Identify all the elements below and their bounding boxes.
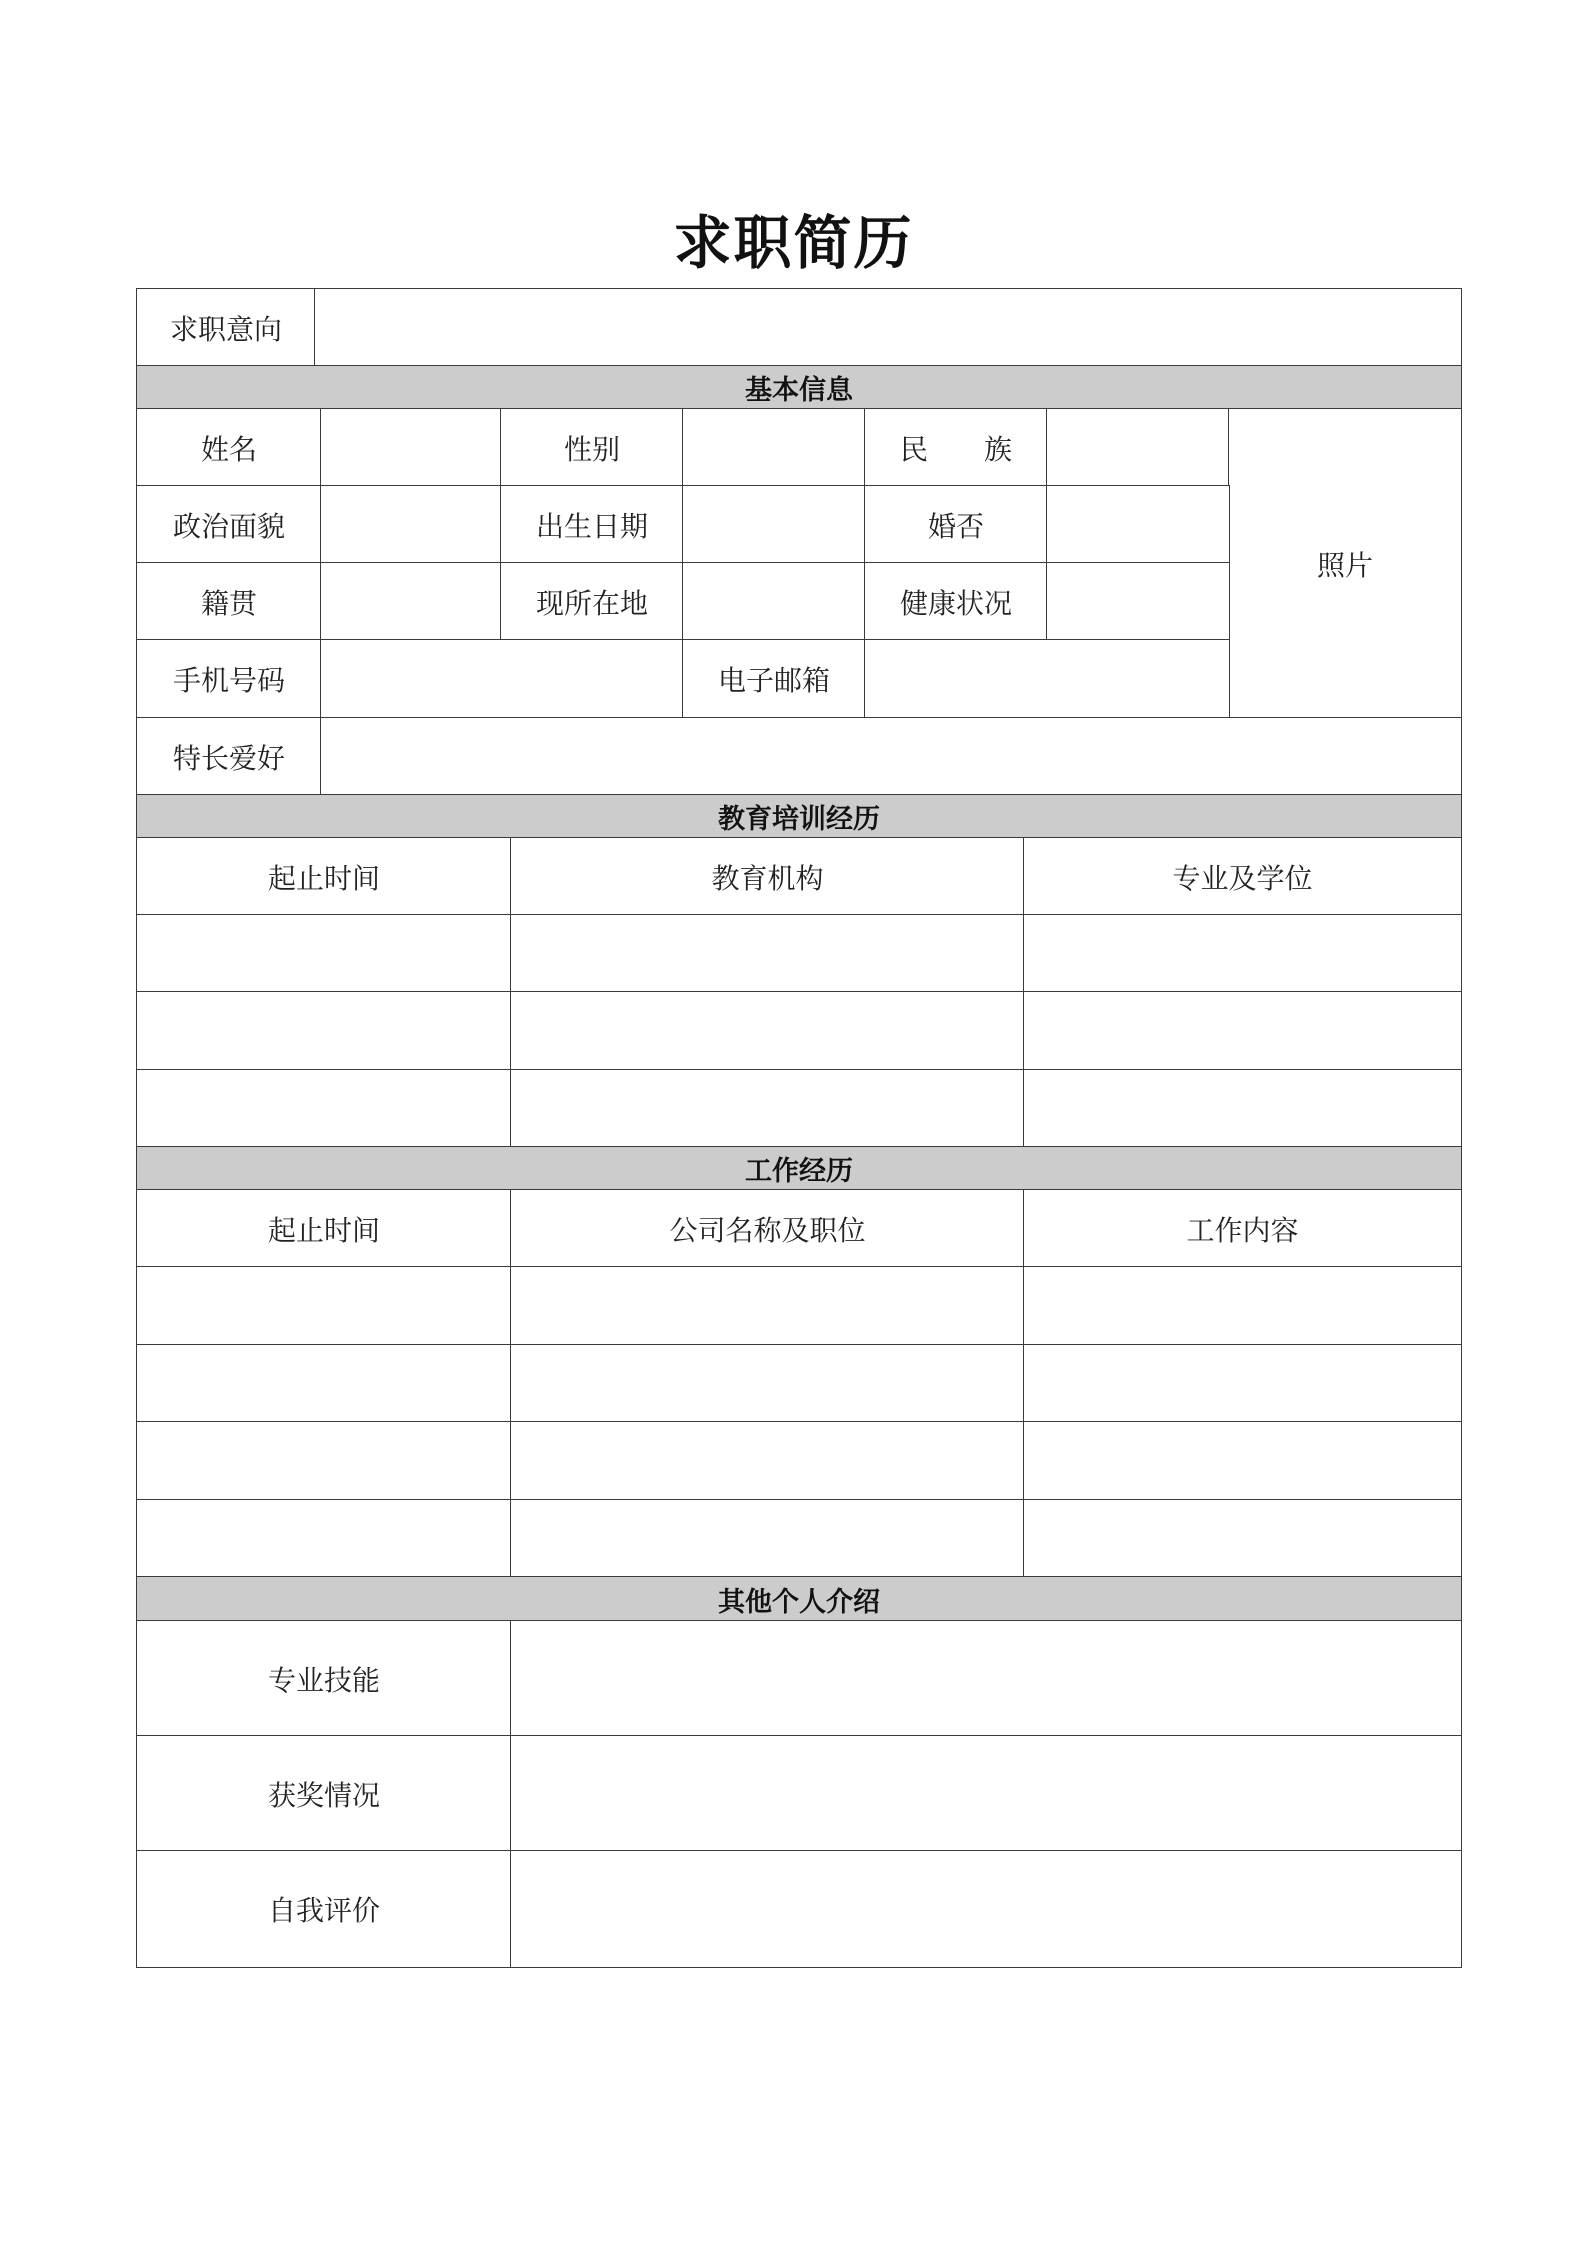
edu-cell[interactable]	[510, 991, 1025, 1071]
edu-cell[interactable]	[510, 1069, 1025, 1148]
phone-label: 手机号码	[136, 639, 322, 719]
skills-field[interactable]	[510, 1620, 1462, 1737]
hobbies-field[interactable]	[320, 717, 1462, 796]
gender-label: 性别	[500, 408, 684, 487]
work-cell[interactable]	[136, 1499, 512, 1578]
awards-label: 获奖情况	[136, 1735, 512, 1852]
resume-table	[136, 288, 1462, 1970]
job-intention-label: 求职意向	[136, 288, 316, 367]
location-label: 现所在地	[500, 562, 684, 641]
skills-label: 专业技能	[136, 1620, 512, 1737]
edu-cell[interactable]	[136, 1069, 512, 1148]
gender-field[interactable]	[682, 408, 866, 487]
phone-field[interactable]	[320, 639, 684, 719]
work-cell[interactable]	[510, 1266, 1025, 1346]
job-intention-field[interactable]	[314, 288, 1462, 367]
section-work: 工作经历	[136, 1146, 1462, 1191]
work-cell[interactable]	[1023, 1266, 1462, 1346]
edu-header-institution: 教育机构	[510, 837, 1025, 916]
section-basic-info: 基本信息	[136, 365, 1462, 410]
marital-field[interactable]	[1046, 485, 1230, 564]
name-field[interactable]	[320, 408, 502, 487]
ethnicity-label	[864, 408, 1048, 487]
birth-date-field[interactable]	[682, 485, 866, 564]
section-education: 教育培训经历	[136, 794, 1462, 839]
health-field[interactable]	[1046, 562, 1230, 641]
hobbies-label: 特长爱好	[136, 717, 322, 796]
email-field[interactable]	[864, 639, 1230, 719]
work-cell[interactable]	[1023, 1421, 1462, 1501]
page-title: 求职简历	[673, 209, 914, 277]
edu-header-major: 专业及学位	[1023, 837, 1462, 916]
native-place-field[interactable]	[320, 562, 502, 641]
edu-cell[interactable]	[136, 914, 512, 993]
edu-cell[interactable]	[1023, 1069, 1462, 1148]
self-eval-label: 自我评价	[136, 1850, 512, 1968]
work-cell[interactable]	[1023, 1499, 1462, 1578]
birth-date-label: 出生日期	[500, 485, 684, 564]
edu-header-period: 起止时间	[136, 837, 512, 916]
edu-cell[interactable]	[136, 991, 512, 1071]
work-cell[interactable]	[1023, 1344, 1462, 1423]
ethnicity-label-part1: 民	[899, 432, 928, 466]
self-eval-field[interactable]	[510, 1850, 1462, 1968]
politics-field[interactable]	[320, 485, 502, 564]
work-cell[interactable]	[510, 1421, 1025, 1501]
marital-label: 婚否	[864, 485, 1048, 564]
work-header-company: 公司名称及职位	[510, 1189, 1025, 1268]
work-cell[interactable]	[136, 1344, 512, 1423]
awards-field[interactable]	[510, 1735, 1462, 1852]
ethnicity-label-part2: 族	[984, 432, 1013, 466]
name-label: 姓名	[136, 408, 322, 487]
edu-cell[interactable]	[1023, 991, 1462, 1071]
ethnicity-field[interactable]	[1046, 408, 1230, 487]
edu-cell[interactable]	[510, 914, 1025, 993]
work-cell[interactable]	[510, 1344, 1025, 1423]
work-cell[interactable]	[136, 1421, 512, 1501]
work-cell[interactable]	[510, 1499, 1025, 1578]
email-label: 电子邮箱	[682, 639, 866, 719]
work-header-content: 工作内容	[1023, 1189, 1462, 1268]
edu-cell[interactable]	[1023, 914, 1462, 993]
photo-box[interactable]: 照片	[1228, 408, 1462, 719]
work-header-period: 起止时间	[136, 1189, 512, 1268]
politics-label: 政治面貌	[136, 485, 322, 564]
location-field[interactable]	[682, 562, 866, 641]
work-cell[interactable]	[136, 1266, 512, 1346]
health-label: 健康状况	[864, 562, 1048, 641]
section-other: 其他个人介绍	[136, 1576, 1462, 1622]
native-place-label: 籍贯	[136, 562, 322, 641]
